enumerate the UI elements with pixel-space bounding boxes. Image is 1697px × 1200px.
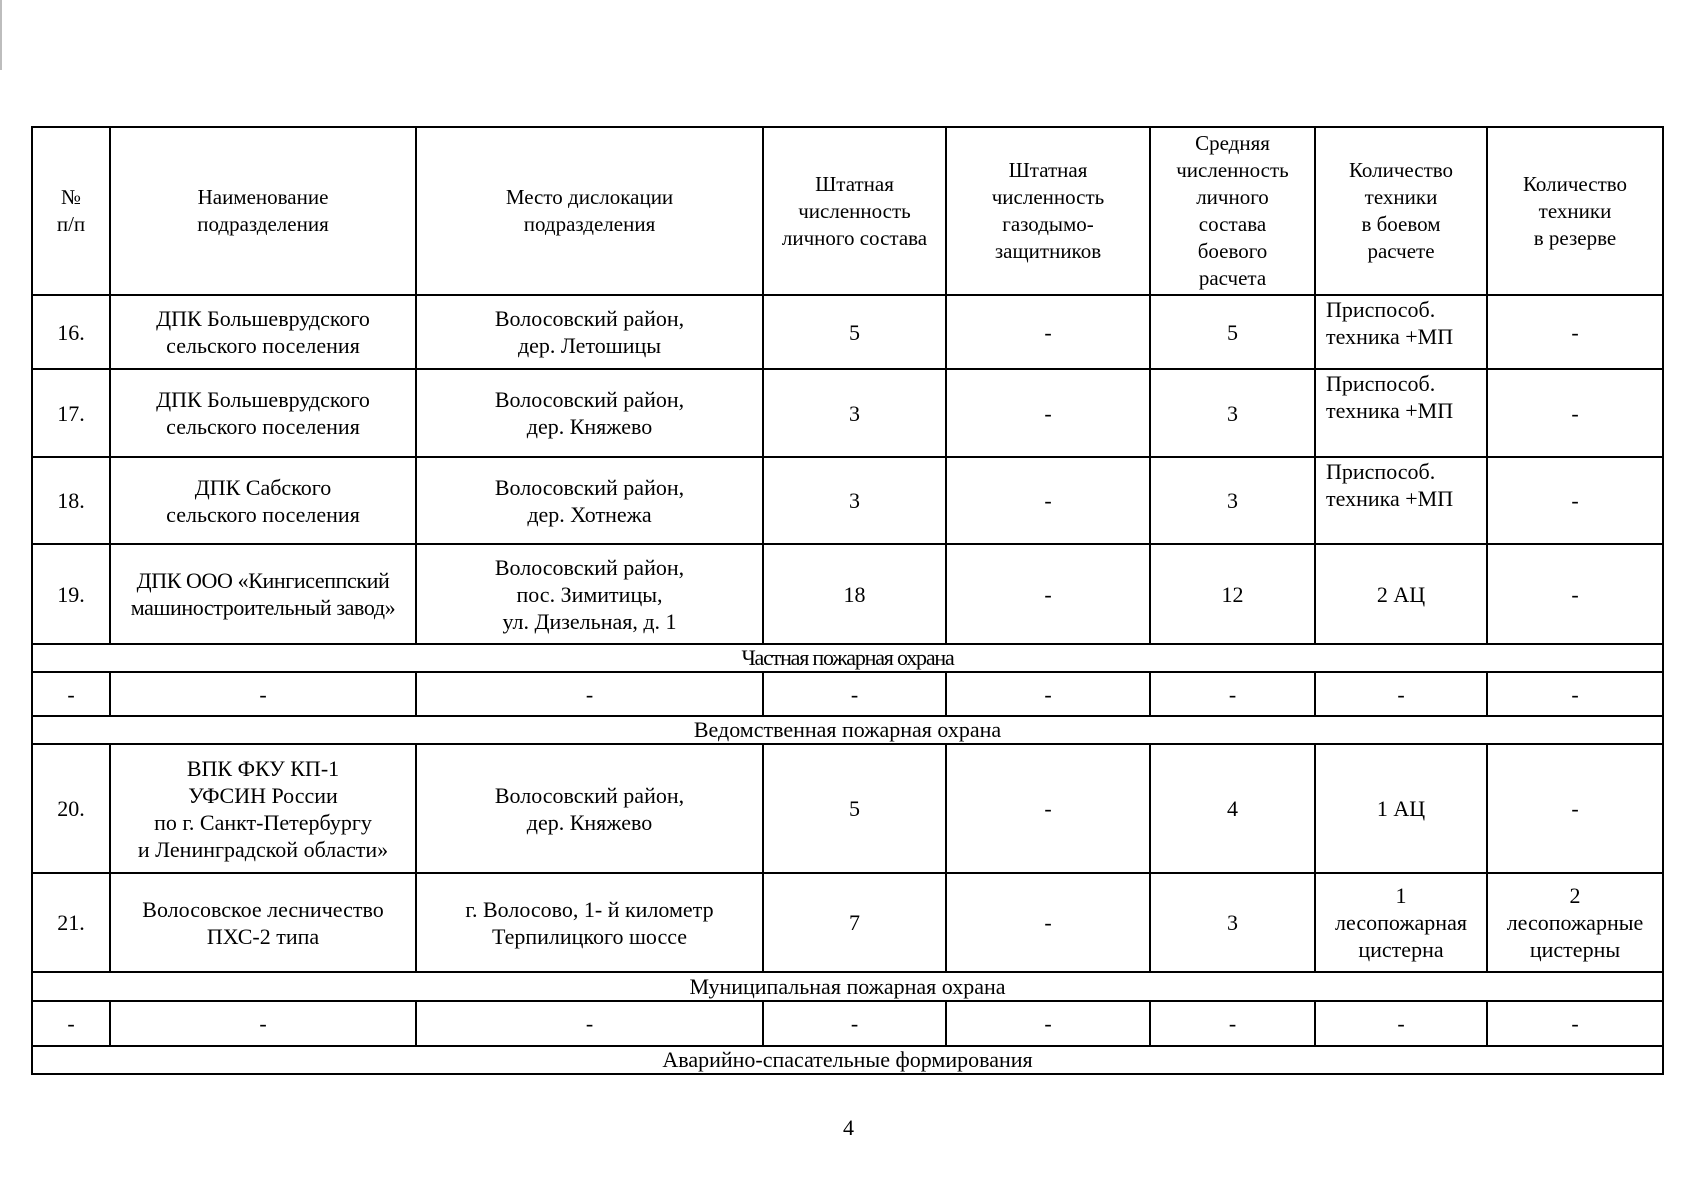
row-num: 19. xyxy=(32,544,110,644)
row-name: ВПК ФКУ КП-1 УФСИН России по г. Санкт-Петербургу и Ленинградской области» xyxy=(110,744,416,873)
row-name: ДПК ООО «Кингисеппский машиностроительный завод» xyxy=(110,544,416,644)
row-tech-combat: 2 АЦ xyxy=(1315,544,1487,644)
dash-cell: - xyxy=(946,1001,1150,1046)
dash-cell: - xyxy=(1150,672,1315,716)
row-avg: 12 xyxy=(1150,544,1315,644)
row-avg: 5 xyxy=(1150,295,1315,369)
row-gas: - xyxy=(946,369,1150,457)
units-table-wrapper xyxy=(31,126,1662,1075)
row-gas: - xyxy=(946,295,1150,369)
dash-cell: - xyxy=(763,1001,946,1046)
row-staff: 3 xyxy=(763,369,946,457)
row-gas: - xyxy=(946,544,1150,644)
row-location: Волосовский район, дер. Княжево xyxy=(416,369,763,457)
table-row xyxy=(32,457,1663,544)
table-row xyxy=(32,873,1663,972)
section-row-municipal xyxy=(32,972,1663,1001)
section-row-rescue xyxy=(32,1046,1663,1074)
row-num: 17. xyxy=(32,369,110,457)
dash-row xyxy=(32,1001,1663,1046)
header-avg: Средняя численность личного состава боевого расчета xyxy=(1150,127,1315,295)
row-num: 21. xyxy=(32,873,110,972)
header-tech-combat: Количество техники в боевом расчете xyxy=(1315,127,1487,295)
row-location: Волосовский район, пос. Зимитицы, ул. Дизельная, д. 1 xyxy=(416,544,763,644)
row-tech-reserve: 2 лесопожарные цистерны xyxy=(1487,873,1663,972)
row-tech-combat: 1 лесопожарная цистерна xyxy=(1315,873,1487,972)
dash-cell: - xyxy=(32,1001,110,1046)
row-gas: - xyxy=(946,873,1150,972)
row-tech-reserve: - xyxy=(1487,457,1663,544)
section-title-municipal: Муниципальная пожарная охрана xyxy=(32,972,1663,1001)
row-tech-reserve: - xyxy=(1487,744,1663,873)
table-row xyxy=(32,544,1663,644)
fire-units-table xyxy=(31,126,1664,1075)
row-avg: 3 xyxy=(1150,457,1315,544)
row-name: Волосовское лесничество ПХС-2 типа xyxy=(110,873,416,972)
row-name: ДПК Большеврудского сельского поселения xyxy=(110,369,416,457)
row-staff: 3 xyxy=(763,457,946,544)
dash-cell: - xyxy=(1487,672,1663,716)
row-tech-reserve: - xyxy=(1487,369,1663,457)
dash-cell: - xyxy=(1487,1001,1663,1046)
row-num: 20. xyxy=(32,744,110,873)
dash-cell: - xyxy=(1315,1001,1487,1046)
row-tech-combat: 1 АЦ xyxy=(1315,744,1487,873)
row-location: Волосовский район, дер. Летошицы xyxy=(416,295,763,369)
row-num: 18. xyxy=(32,457,110,544)
row-staff: 18 xyxy=(763,544,946,644)
row-avg: 4 xyxy=(1150,744,1315,873)
row-avg: 3 xyxy=(1150,873,1315,972)
dash-cell: - xyxy=(110,1001,416,1046)
row-tech-combat: Приспособ. техника +МП xyxy=(1315,457,1487,544)
header-num: № п/п xyxy=(32,127,110,295)
row-staff: 7 xyxy=(763,873,946,972)
row-avg: 3 xyxy=(1150,369,1315,457)
row-tech-combat: Приспособ. техника +МП xyxy=(1315,295,1487,369)
section-title-rescue: Аварийно-спасательные формирования xyxy=(32,1046,1663,1074)
row-location: Волосовский район, дер. Княжево xyxy=(416,744,763,873)
row-name: ДПК Большеврудского сельского поселения xyxy=(110,295,416,369)
table-row xyxy=(32,744,1663,873)
dash-cell: - xyxy=(763,672,946,716)
header-tech-reserve: Количество техники в резерве xyxy=(1487,127,1663,295)
table-row xyxy=(32,295,1663,369)
page-number: 4 xyxy=(843,1115,854,1140)
row-tech-reserve: - xyxy=(1487,295,1663,369)
dash-cell: - xyxy=(416,1001,763,1046)
header-staff: Штатная численность личного состава xyxy=(763,127,946,295)
row-name: ДПК Сабского сельского поселения xyxy=(110,457,416,544)
dash-cell: - xyxy=(1150,1001,1315,1046)
dash-cell: - xyxy=(32,672,110,716)
row-num: 16. xyxy=(32,295,110,369)
dash-row xyxy=(32,672,1663,716)
row-gas: - xyxy=(946,744,1150,873)
row-location: г. Волосово, 1- й километр Терпилицкого шоссе xyxy=(416,873,763,972)
header-location: Место дислокации подразделения xyxy=(416,127,763,295)
table-header-row xyxy=(32,127,1663,295)
row-tech-combat: Приспособ. техника +МП xyxy=(1315,369,1487,457)
row-gas: - xyxy=(946,457,1150,544)
table-row xyxy=(32,369,1663,457)
section-row-private xyxy=(32,644,1663,672)
dash-cell: - xyxy=(1315,672,1487,716)
scan-edge-mark xyxy=(0,0,2,70)
row-staff: 5 xyxy=(763,744,946,873)
header-gas: Штатная численность газодымо- защитников xyxy=(946,127,1150,295)
dash-cell: - xyxy=(946,672,1150,716)
section-title-private: Частная пожарная охрана xyxy=(32,644,1663,672)
row-staff: 5 xyxy=(763,295,946,369)
dash-cell: - xyxy=(416,672,763,716)
row-location: Волосовский район, дер. Хотнежа xyxy=(416,457,763,544)
row-tech-reserve: - xyxy=(1487,544,1663,644)
header-name: Наименование подразделения xyxy=(110,127,416,295)
dash-cell: - xyxy=(110,672,416,716)
section-title-departmental: Ведомственная пожарная охрана xyxy=(32,716,1663,744)
section-row-departmental xyxy=(32,716,1663,744)
